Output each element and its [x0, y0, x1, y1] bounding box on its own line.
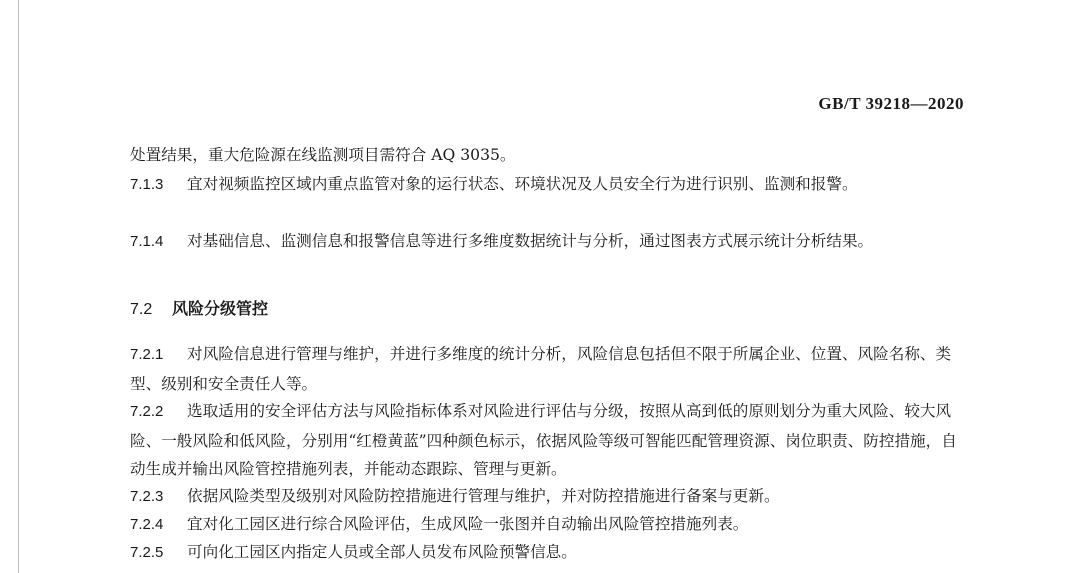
section-heading-7-2 — [130, 296, 268, 319]
clause-7-2-1 — [130, 340, 970, 398]
section-title: 风险分级管控 — [172, 299, 269, 318]
paragraph-text: 处置结果，重大危险源在线监测项目需符合 AQ 3035。 — [130, 146, 516, 164]
clause-7-2-3 — [130, 482, 970, 512]
clause-text: 宜对化工园区进行综合风险评估，生成风险一张图并自动输出风险管控措施列表。 — [187, 515, 749, 533]
clause-text: 对风险信息进行管理与维护，并进行多维度的统计分析，风险信息包括但不限于所属企业、位置、风险名称、类型、级别和安全责任人等。 — [130, 345, 952, 393]
clause-7-1-3 — [130, 170, 970, 200]
clause-number: 7.1.4 — [130, 233, 164, 250]
clause-text: 宜对视频监控区域内重点监管对象的运行状态、环境状况及人员安全行为进行识别、监测和报警。 — [187, 175, 858, 193]
clause-7-1-4 — [130, 227, 970, 257]
clause-text: 选取适用的安全评估方法与风险指标体系对风险进行评估与分级，按照从高到低的原则划分为重大风险、较大风险、一般风险和低风险，分别用“红橙黄蓝”四种颜色标示，依据风险等级可智能匹配管理资源、岗位职责、防控措施，自动生成并输出风险管控措施列表，并能动态跟踪、管理与更新。 — [130, 402, 957, 478]
clause-text: 依据风险类型及级别对风险防控措施进行管理与维护，并对防控措施进行备案与更新。 — [187, 487, 780, 505]
clause-number: 7.2.5 — [130, 544, 164, 561]
clause-number: 7.2.1 — [130, 346, 164, 363]
paragraph-continuation — [130, 141, 970, 170]
clause-text: 可向化工园区内指定人员或全部人员发布风险预警信息。 — [187, 543, 577, 561]
clause-7-2-4 — [130, 510, 970, 540]
clause-7-2-5 — [130, 538, 970, 568]
clause-text: 对基础信息、监测信息和报警信息等进行多维度数据统计与分析，通过图表方式展示统计分析结果。 — [187, 232, 874, 250]
clause-number: 7.1.3 — [130, 176, 164, 193]
section-number: 7.2 — [130, 301, 153, 318]
clause-7-2-2 — [130, 397, 970, 484]
clause-number: 7.2.2 — [130, 403, 164, 420]
clause-number: 7.2.3 — [130, 488, 164, 505]
standard-number: GB/T 39218—2020 — [818, 94, 964, 113]
clause-number: 7.2.4 — [130, 516, 164, 533]
